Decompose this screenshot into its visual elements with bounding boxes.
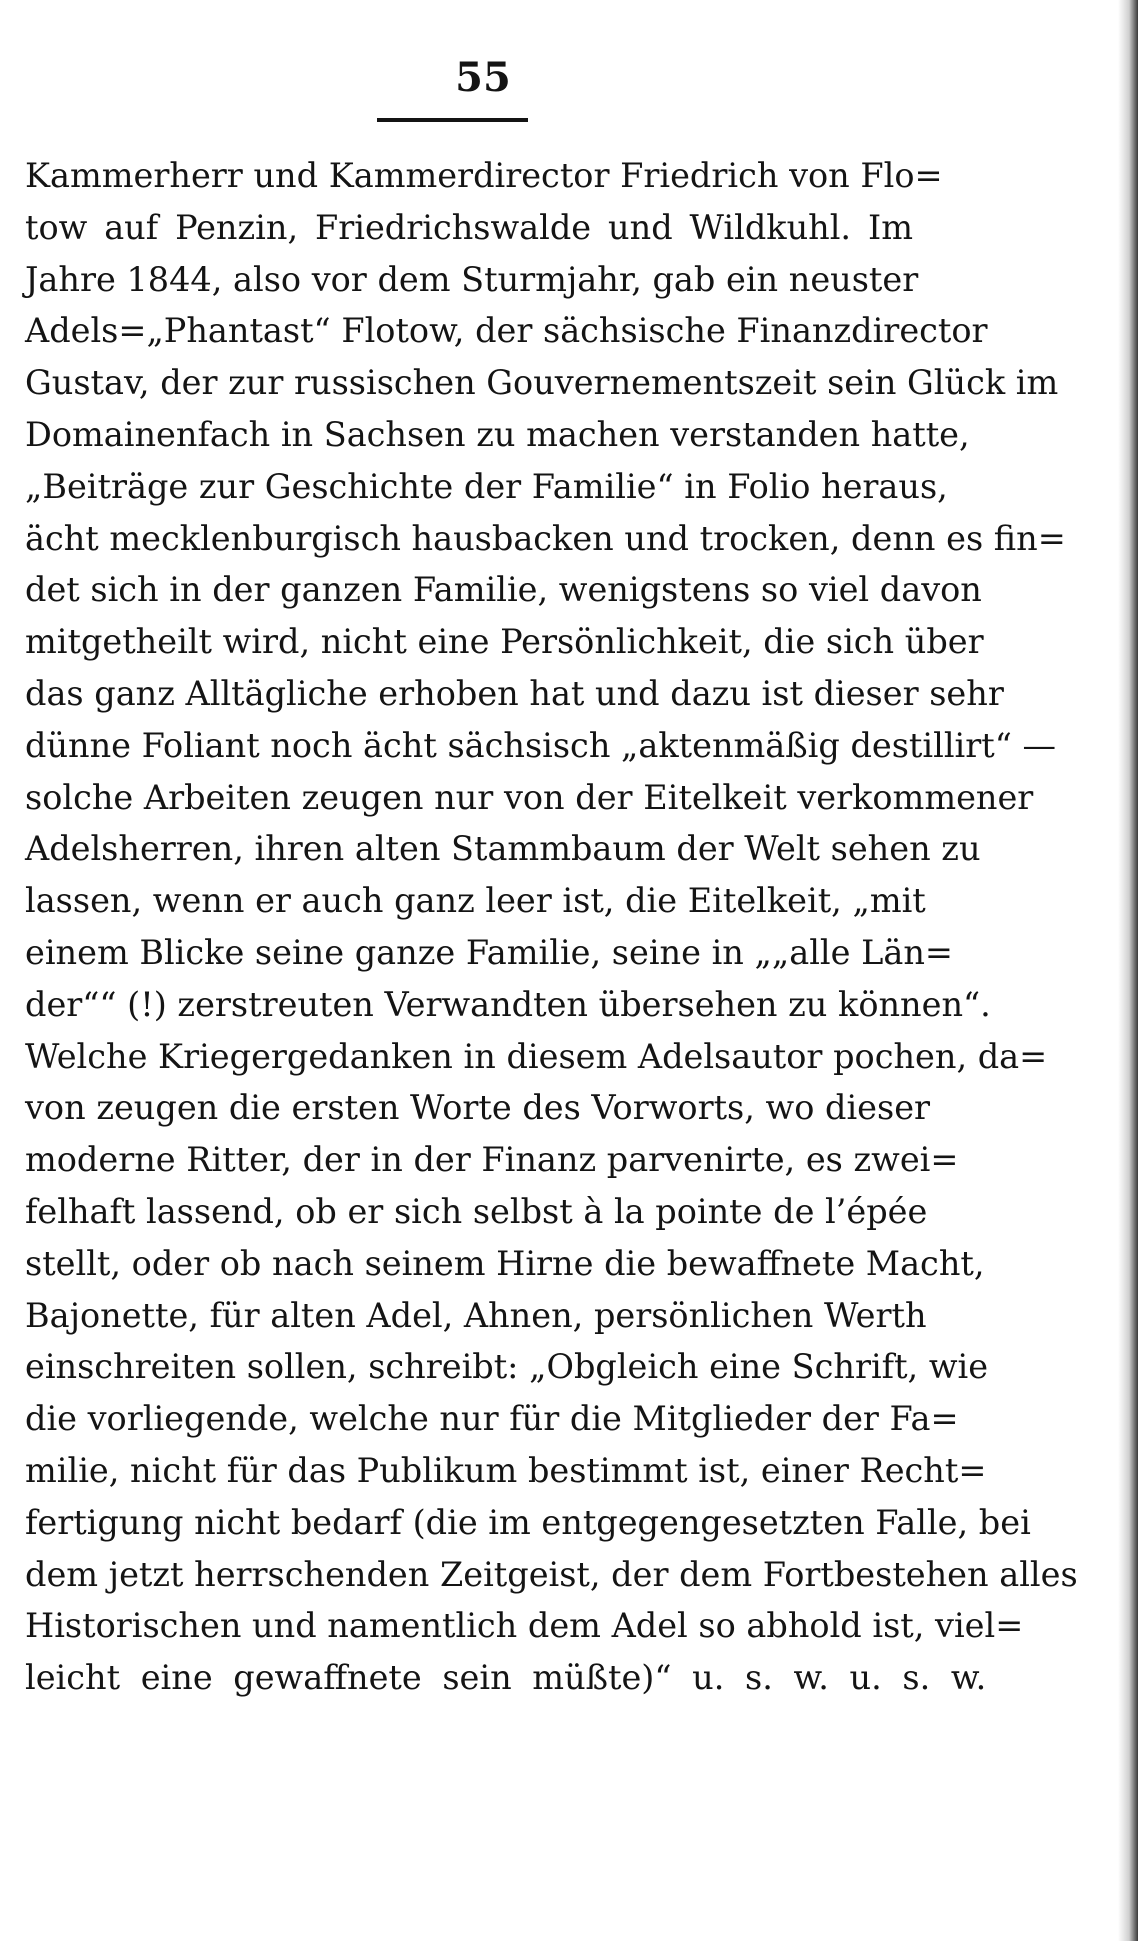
page-edge-shadow — [1118, 0, 1138, 1941]
text-line: Historischen und namentlich dem Adel so abhold ist, viel= — [25, 1606, 1024, 1646]
text-line: Gustav, der zur russischen Gouvernementszeit sein Glück im — [25, 363, 1059, 403]
text-line: Welche Kriegergedanken in diesem Adelsautor pochen, da= — [25, 1036, 1048, 1076]
body-text — [25, 150, 1078, 1704]
text-line: fertigung nicht bedarf (die im entgegengesetzten Falle, bei — [25, 1502, 1031, 1542]
text-line: felhaft lassend, ob er sich selbst à la pointe de l’épée — [25, 1191, 928, 1231]
text-line: einem Blicke seine ganze Familie, seine in „„alle Län= — [25, 932, 953, 972]
text-line: Domainenfach in Sachsen zu machen verstanden hatte, — [25, 414, 970, 454]
text-line: solche Arbeiten zeugen nur von der Eitelkeit verkommener — [25, 777, 1034, 817]
text-line: Kammerherr und Kammerdirector Friedrich von Flo= — [25, 156, 943, 195]
text-line: dünne Foliant noch ächt sächsisch „aktenmäßig destillirt“ — — [25, 725, 1056, 765]
text-line: stellt, oder ob nach seinem Hirne die bewaffnete Macht, — [25, 1243, 985, 1283]
text-line: die vorliegende, welche nur für die Mitglieder der Fa= — [25, 1399, 959, 1439]
text-line: det sich in der ganzen Familie, wenigstens so viel davon — [25, 570, 982, 610]
text-line: dem jetzt herrschenden Zeitgeist, der dem Fortbestehen alles — [25, 1554, 1078, 1594]
text-line: mitgetheilt wird, nicht eine Persönlichkeit, die sich über — [25, 622, 984, 662]
text-line: „Beiträge zur Geschichte der Familie“ in Folio heraus, — [25, 466, 948, 506]
text-line: Bajonette, für alten Adel, Ahnen, persönlichen Werth — [25, 1295, 927, 1335]
text-line: einschreiten sollen, schreibt: „Obgleich eine Schrift, wie — [25, 1347, 989, 1387]
text-line: Adelsherren, ihren alten Stammbaum der Welt sehen zu — [25, 829, 981, 869]
text-line: moderne Ritter, der in der Finanz parvenirte, es zwei= — [25, 1140, 959, 1180]
text-line: ächt mecklenburgisch hausbacken und trocken, denn es fin= — [25, 518, 1066, 558]
text-line: Adels=„Phantast“ Flotow, der sächsische Finanzdirector — [25, 311, 988, 351]
text-line: milie, nicht für das Publikum bestimmt ist, einer Recht= — [25, 1450, 987, 1490]
text-line: das ganz Alltägliche erhoben hat und dazu ist dieser sehr — [25, 673, 1004, 713]
header-rule — [377, 118, 528, 122]
text-line: lassen, wenn er auch ganz leer ist, die Eitelkeit, „mit — [25, 881, 926, 921]
page-number: 55 — [455, 54, 511, 101]
text-line: der““ (!) zerstreuten Verwandten übersehen zu können“. — [25, 984, 991, 1024]
text-line: leicht eine gewaffnete sein müßte)“ u. s. w. u. s. w. — [25, 1658, 987, 1698]
text-line: Jahre 1844, also vor dem Sturmjahr, gab ein neuster — [25, 259, 919, 299]
text-line: tow auf Penzin, Friedrichswalde und Wildkuhl. Im — [25, 207, 913, 247]
text-line: von zeugen die ersten Worte des Vorworts, wo dieser — [25, 1088, 931, 1128]
